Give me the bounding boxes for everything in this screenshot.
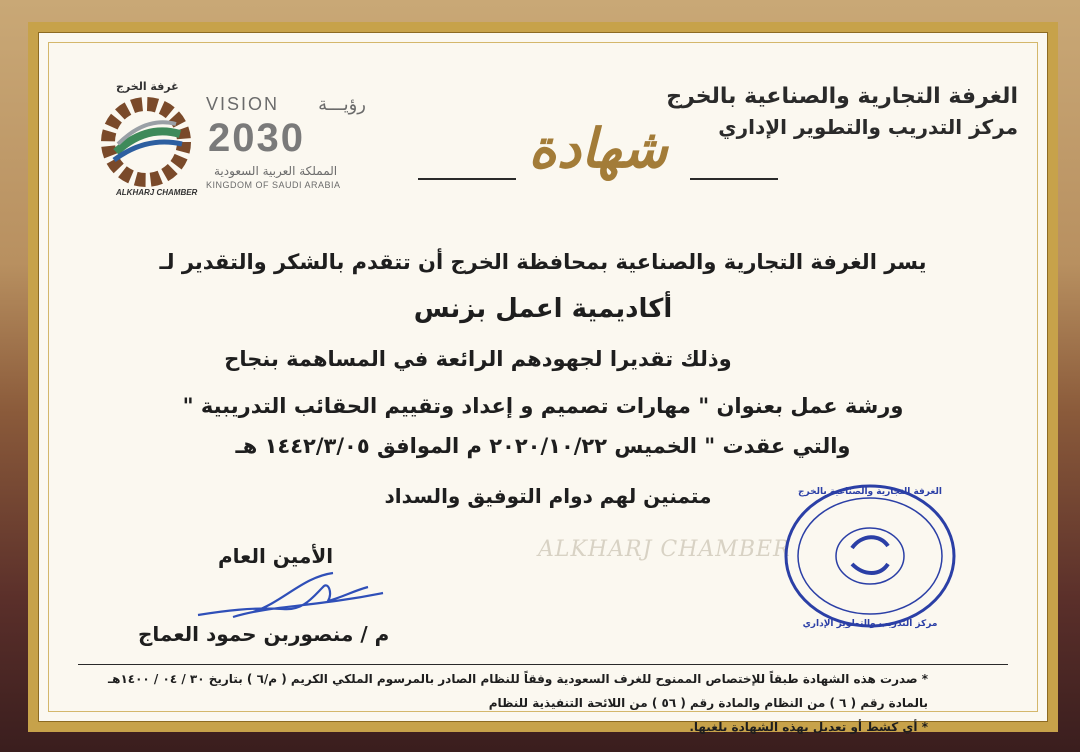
certificate-frame: [28, 22, 1058, 732]
date-line: والتي عقدت " الخميس ٢٠٢٠/١٠/٢٢ م الموافق ١٤٤٢/٣/٠٥ هـ: [235, 434, 851, 458]
footer-note-3: * أي كشط أو تعديل يهذه الشهادة يلغيها.: [689, 720, 928, 734]
certificate-title-block: [418, 110, 798, 200]
body-line-3: وذلك تقديرا لجهودهم الرائعة في المساهمة بنجاح: [224, 347, 732, 371]
closing-line: متمنين لهم دوام التوفيق والسداد: [384, 484, 712, 508]
official-stamp: [780, 480, 960, 632]
stamp-inner-text: مركز التدريب والتطوير الإداري: [802, 619, 938, 629]
vision-en-label: VISION: [206, 94, 280, 114]
signatory-title: الأمين العام: [218, 544, 334, 568]
recipient-name: أكاديمية اعمل بزنس: [413, 294, 673, 324]
title-divider-left: [418, 178, 516, 180]
body-line-1: يسر الغرفة التجارية والصناعية بمحافظة الخرج أن تتقدم بالشكر والتقدير لـ: [159, 250, 927, 274]
workshop-title-line: ورشة عمل بعنوان " مهارات تصميم و إعداد وتقييم الحقائب التدريبية ": [182, 394, 904, 418]
certificate-title: شهادة: [528, 116, 668, 180]
vision-2030-logo: [206, 94, 376, 214]
footer-note-1: * صدرت هذه الشهادة طبقاً للإختصاص الممنوح للغرف السعودية وفقاً للنظام الصادر بالمرسوم الملكي الكريم ( م/٦ ) بتاريخ ٣٠ / ٠٤ / ١٤٠٠هـ: [108, 672, 928, 686]
chamber-watermark: ALKHARJ CHAMBER: [538, 537, 791, 562]
chamber-ar-label: غرفة الخرج: [116, 80, 179, 93]
title-divider-right: [690, 178, 778, 180]
chamber-en-label: ALKHARJ CHAMBER: [116, 188, 198, 197]
kingdom-ar-label: المملكة العربية السعودية: [214, 164, 338, 178]
chamber-gear-icon: [98, 94, 198, 189]
alkharj-chamber-logo: [98, 80, 208, 210]
stamp-outer-text: الغرفة التجارية والصناعية بالخرج: [798, 487, 942, 497]
vision-year: 2030: [208, 116, 305, 160]
signatory-name: م / منصوربن حمود العماج: [138, 622, 390, 646]
vision-ar-label: رؤيـــة: [318, 94, 366, 115]
footer-divider: [78, 664, 1008, 665]
footer-note-2: بالمادة رقم ( ٦ ) من النظام والمادة رقم ( ٥٦ ) من اللائحة التنفيذية للنظام: [488, 696, 928, 710]
handwritten-signature: [193, 567, 393, 627]
kingdom-en-label: KINGDOM OF SAUDI ARABIA: [206, 180, 341, 190]
org-name-line1: الغرفة التجارية والصناعية بالخرج: [666, 84, 1018, 109]
org-name-line2: مركز التدريب والتطوير الإداري: [718, 115, 1018, 139]
